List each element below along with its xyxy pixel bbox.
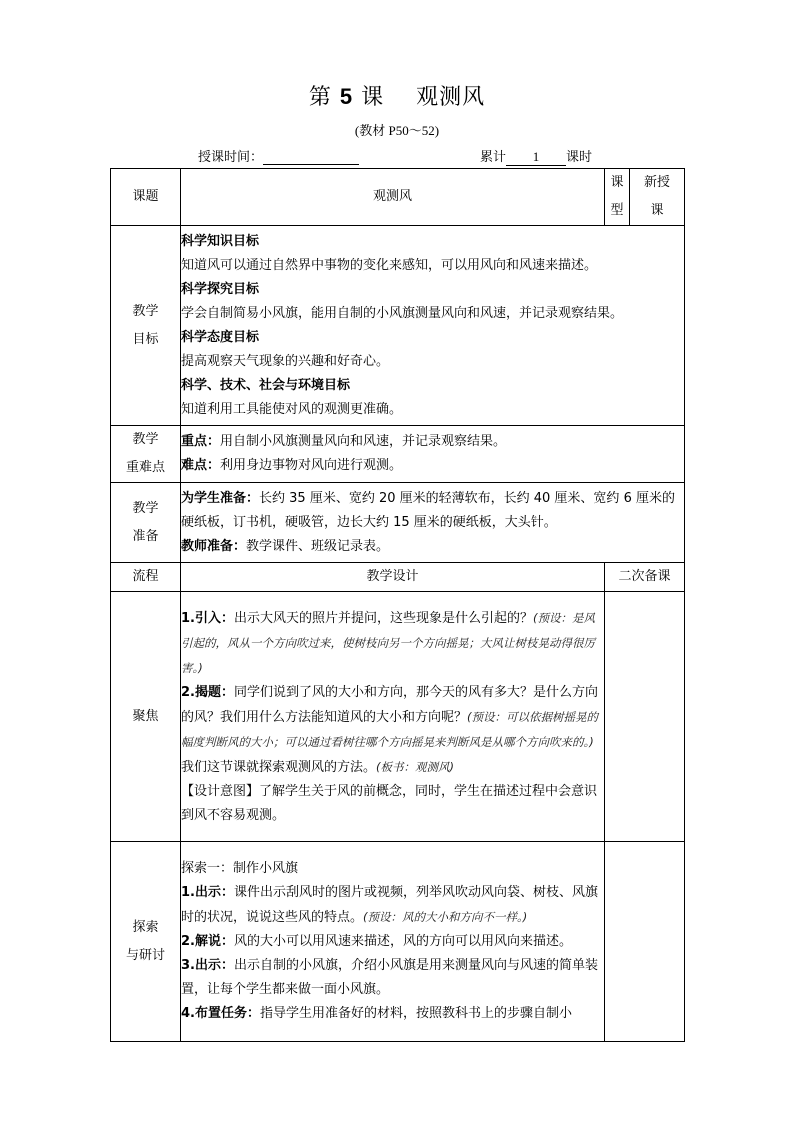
objective-heading: 科学知识目标 xyxy=(181,233,260,249)
objectives-label: 教学 目标 xyxy=(111,226,181,426)
design-header: 教学设计 xyxy=(181,563,605,592)
flow-header: 流程 xyxy=(111,563,181,592)
objectives-content xyxy=(181,226,685,426)
second-prep-header: 二次备课 xyxy=(605,563,685,592)
key-points-content: 重点：用自制小风旗测量风向和风速，并记录观察结果。 难点：利用身边事物对风向进行观测。 xyxy=(181,426,685,483)
teaching-time: 授课时间： xyxy=(198,146,359,165)
focus-second-prep xyxy=(605,592,685,842)
focus-label: 聚焦 xyxy=(111,592,181,842)
focus-content: 1.引入：出示大风天的照片并提问，这些现象是什么引起的？(预设：是风引起的，风从一个方向吹过来，使树枝向另一个方向摇晃；大风让树枝晃动得很厉害。) 2.揭题：同学们说到了风的大小和方向，那今天的风有多大？是什么方向的风？我们用什么方法能知道风的大小和方向呢？(预设：可以依据树摇晃的幅度判断风的大小；可以通过看树往哪个方向摇晃来判断风是从哪个方向吹来的。)我们这节课就探索观测风的方法。(板书：观测风) 【设计意图】了解学生关于风的前概念，同时，学生在描述过程中会意识到风不容易观测。 xyxy=(181,592,605,842)
time-blank xyxy=(263,150,359,165)
objectives-row xyxy=(111,226,685,426)
type-label: 课 型 xyxy=(605,169,630,226)
textbook-pages: (教材 P50～52) xyxy=(354,123,440,138)
explore-second-prep xyxy=(605,842,685,1042)
objective-heading: 科学探究目标 xyxy=(181,281,260,297)
objective-text: 提高观察天气现象的兴趣和好奇心。 xyxy=(181,353,390,369)
flow-header-row xyxy=(111,563,685,592)
objective-text: 知道风可以通过自然界中事物的变化来感知，可以用风向和风速来描述。 xyxy=(181,257,598,273)
type-value: 新授 课 xyxy=(630,169,685,226)
explore-row xyxy=(111,842,685,1042)
lesson-plan-table xyxy=(110,168,685,1042)
objective-text: 学会自制简易小风旗，能用自制的小风旗测量风向和风速，并记录观察结果。 xyxy=(181,305,624,321)
total-hours: 累计 1 课时 xyxy=(480,149,593,165)
key-points-row xyxy=(111,426,685,483)
topic-row xyxy=(111,169,685,226)
focus-row xyxy=(111,592,685,842)
objective-heading: 科学、技术、社会与环境目标 xyxy=(181,377,351,393)
topic-label: 课题 xyxy=(111,169,181,226)
objective-text: 知道利用工具能使对风的观测更准确。 xyxy=(181,401,403,417)
explore-label: 探索 与研讨 xyxy=(111,842,181,1042)
preparation-content: 为学生准备：长约 35 厘米、宽约 20 厘米的轻薄软布，长约 40 厘米、宽约 6 厘米的硬纸板，订书机，硬吸管，边长大约 15 厘米的硬纸板，大头针。 教师准备：教学课件、班级记录表。 xyxy=(181,483,685,563)
explore-subtitle: 探索一：制作小风旗 xyxy=(181,861,299,876)
lesson-title: 第 5 课 观测风 xyxy=(308,84,486,110)
topic-value: 观测风 xyxy=(181,169,605,226)
explore-content: 探索一：制作小风旗 1.出示：课件出示刮风时的图片或视频，列举风吹动风向袋、树枝、风旗时的状况，说说这些风的特点。(预设：风的大小和方向不一样。) 2.解说：风的大小可以用风速来描述，风的方向可以用风向来描述。 3.出示：出示自制的小风旗，介绍小风旗是用来测量风向与风速的简单装置，让每个学生都来做一面小风旗。 4.布置任务：指导学生用准备好的材料，按照教科书上的步骤自制小 xyxy=(181,842,605,1042)
preparation-row xyxy=(111,483,685,563)
key-points-label: 教学 重难点 xyxy=(111,426,181,483)
objective-heading: 科学态度目标 xyxy=(181,329,260,345)
preparation-label: 教学 准备 xyxy=(111,483,181,563)
